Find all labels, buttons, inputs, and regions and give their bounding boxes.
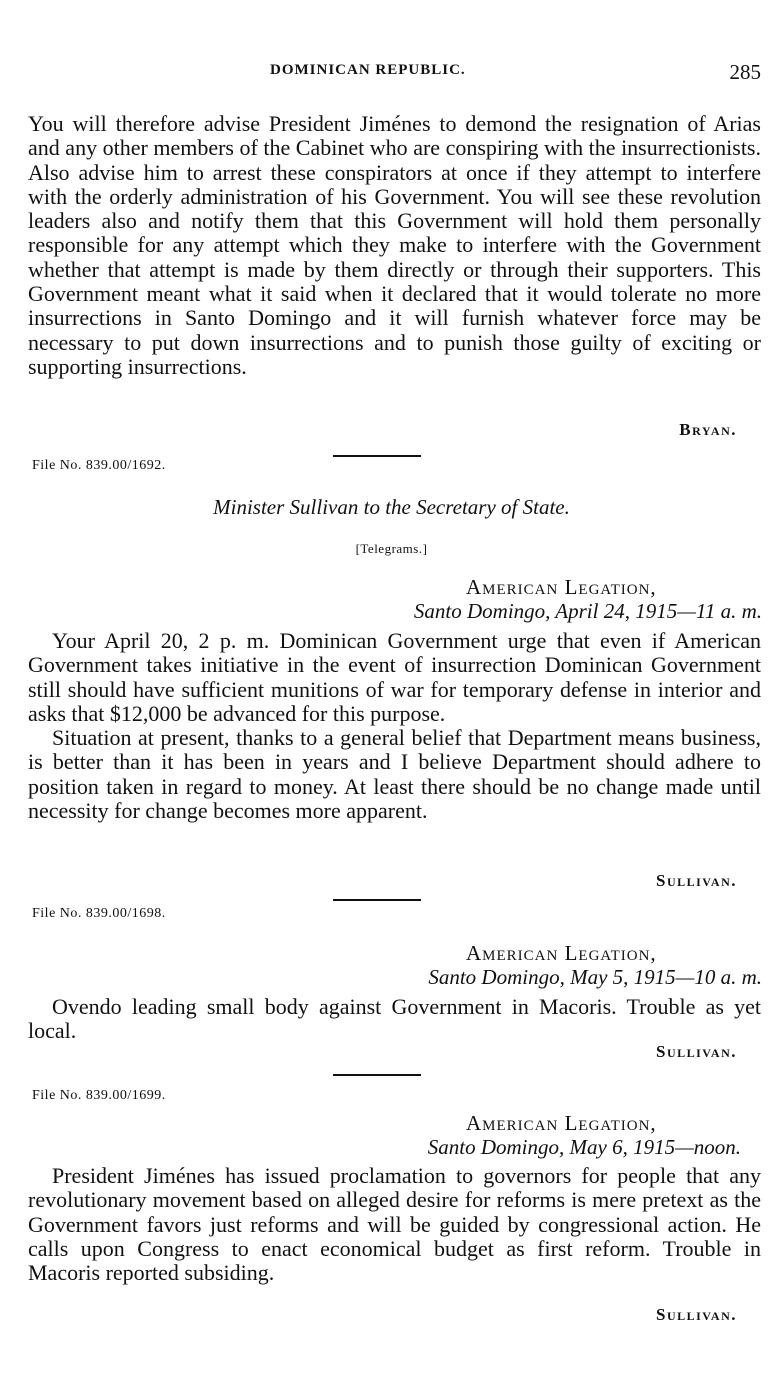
dateline: Santo Domingo, May 6, 1915—noon. (427, 1135, 741, 1159)
document-subtitle: [Telegrams.] (355, 541, 428, 556)
signature-sullivan: Sullivan. (656, 1305, 737, 1324)
telegram-paragraph: President Jiménes has issued proclamation to governors for people that any revolutionary movement based on alleged desire for reforms is mere pretext as the Government favors just reforms and will be guided by congressional action. He calls upon Congress to enact economical budget as first reform. Trouble in Macoris reported subsiding. (28, 1163, 761, 1286)
file-number: File No. 839.00/1692. (32, 458, 166, 473)
telegram-paragraph: Your April 20, 2 p. m. Dominican Government urge that even if American Government takes initiative in the event of insurrection Dominican Government still should have sufficient munitions of war for temporary defense in interior and asks that $12,000 be advanced for this purpose. (28, 628, 761, 726)
legation-heading: American Legation, (466, 941, 657, 965)
section-divider (333, 1074, 421, 1076)
document-title: Minister Sullivan to the Secretary of State. (213, 495, 570, 519)
telegram-body (28, 629, 761, 823)
letter-body (28, 112, 761, 379)
section-divider (333, 455, 421, 457)
legation-heading: American Legation, (466, 1111, 657, 1135)
file-number: File No. 839.00/1699. (32, 1088, 166, 1103)
signature-sullivan: Sullivan. (656, 871, 737, 890)
section-divider (333, 899, 421, 901)
legation-heading: American Legation, (466, 575, 657, 599)
signature-sullivan: Sullivan. (656, 1042, 737, 1061)
telegram-body (28, 995, 761, 1044)
dateline: Santo Domingo, May 5, 1915—10 a. m. (428, 965, 762, 989)
file-number: File No. 839.00/1698. (32, 906, 166, 921)
dateline: Santo Domingo, April 24, 1915—11 a. m. (413, 599, 762, 623)
telegram-paragraph: Ovendo leading small body against Government in Macoris. Trouble as yet local. (28, 994, 761, 1044)
running-head: DOMINICAN REPUBLIC. (270, 62, 466, 78)
telegram-paragraph: Situation at present, thanks to a general belief that Department means business, is better than it has been in years and I believe Department should adhere to position taken in regard to money. At least there should be no change made until necessity for change becomes more apparent. (28, 725, 761, 824)
page-number: 285 (729, 60, 761, 84)
telegram-body (28, 1164, 761, 1285)
signature-bryan: Bryan. (679, 420, 737, 439)
letter-paragraph: You will therefore advise President Jiménes to demond the resignation of Arias and any other members of the Cabinet who are conspiring with the insurrectionists. Also advise him to arrest these conspirators at once if they attempt to interfere with the orderly administration of his Government. You will see these revolution leaders also and notify them that this Government will hold them personally responsible for any attempt which they make to interfere with the Government whether that attempt is made by them directly or through their supporters. This Government meant what it said when it declared that it would tolerate no more insurrections in Santo Domingo and it will furnish whatever force may be necessary to put down insurrections and to punish those guilty of exciting or supporting insurrections. (28, 111, 761, 379)
